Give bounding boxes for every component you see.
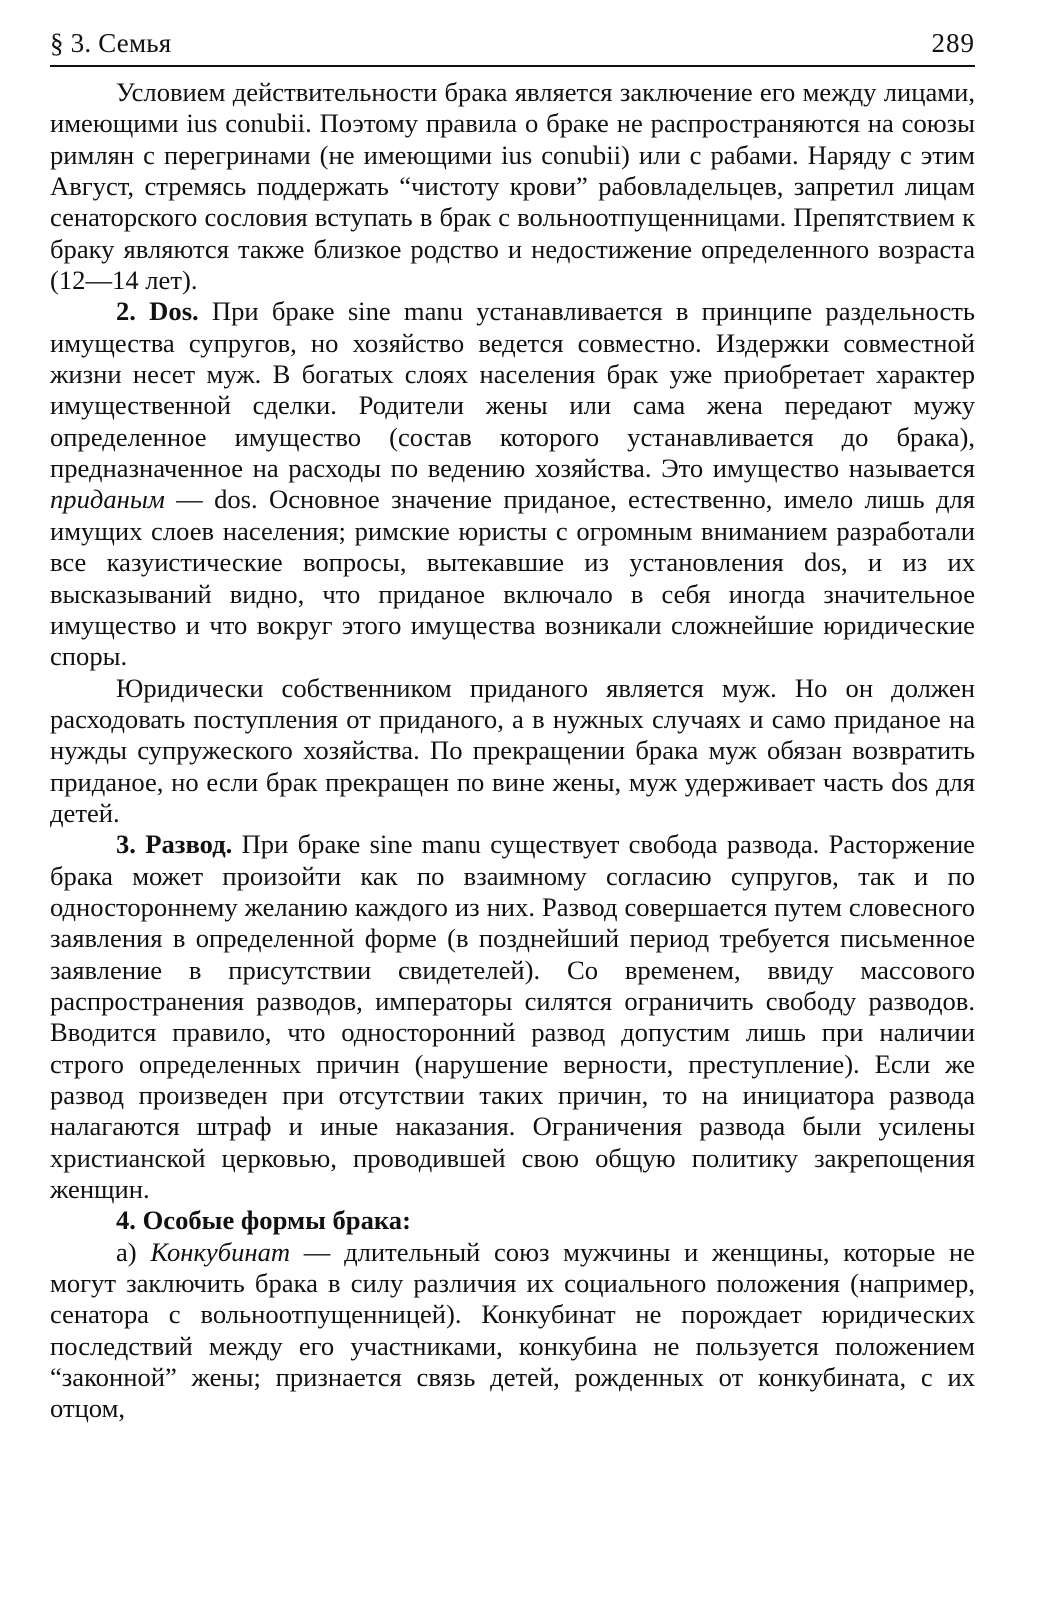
- italic-term: Конкубинат: [150, 1236, 291, 1267]
- paragraph-text: При браке sine manu устанавливается в принципе раздельность имущества супругов, но хозяйство ведется совместно. Издержки совместной жизни несет муж. В богатых слоях населения брак уже приобретает характер имущественной сделки. Родители жены или сама жена передают мужу определенное имущество (состав которого устанавливается до брака), предназначенное на расходы по ведению хозяйства. Это имущество называется: [50, 296, 975, 484]
- page-number: 289: [931, 28, 975, 58]
- subheading-dos: 2. Dos.: [116, 296, 199, 327]
- paragraph-text: Юридически собственником приданого является муж. Но он должен расходовать поступления от приданого, а в нужных случаях и само приданое на нужды супружеского хозяйства. По прекращении брака муж обязан возвратить приданое, но если брак прекращен по вине жены, муж удерживает часть dos для детей.: [50, 672, 975, 828]
- paragraph-dowry-ownership: [50, 673, 975, 830]
- body-text: [50, 77, 975, 1425]
- paragraph-text: При браке sine manu существует свобода развода. Расторжение брака может произойти как по взаимному согласию супругов, так и по одностороннему желанию каждого из них. Развод совершается путем словесного заявления в определенной форме (в позднейший период требуется письменное заявление в присутствии свидетелей). Со временем, ввиду массового распространения разводов, императоры силятся ограничить свободу разводов. Вводится правило, что односторонний развод допустим лишь при наличии строго определенных причин (нарушение верности, преступление). Если же развод произведен при отсутствии таких причин, то на инициатора развода налагаются штраф и иные наказания. Ограничения развода были усилены христианской церковью, проводившей свою общую политику закрепощения женщин.: [50, 829, 975, 1205]
- paragraph-concubinage: [50, 1237, 975, 1425]
- paragraph-text: Условием действительности брака является заключение его между лицами, имеющими ius conubii. Поэтому правила о браке не распространяются на союзы римлян с перегринами (не имеющими ius conubii) или с рабами. Наряду с этим Август, стремясь поддержать “чистоту крови” рабовладельцев, запретил лицам сенаторского сословия вступать в брак с вольноотпущенницами. Препятствием к браку являются также близкое родство и недостижение определенного возраста (12—14 лет).: [50, 77, 975, 296]
- book-page: [50, 26, 975, 1425]
- section-title: § 3. Семья: [50, 28, 172, 58]
- subheading-divorce: 3. Развод.: [116, 829, 233, 860]
- running-header: [50, 26, 975, 67]
- paragraph-dos: [50, 296, 975, 672]
- subheading-special-forms: 4. Особые формы брака:: [116, 1205, 411, 1236]
- list-marker: а): [116, 1236, 151, 1267]
- paragraph-special-forms: [50, 1205, 975, 1236]
- paragraph-divorce: [50, 829, 975, 1205]
- italic-term: приданым: [50, 484, 165, 515]
- paragraph-marriage-validity: [50, 77, 975, 296]
- paragraph-text: — длительный союз мужчины и женщины, которые не могут заключить брака в силу различия их социального положения (например, сенатора с вольноотпущенницей). Конкубинат не порождает юридических последствий между его участниками, конкубина не пользуется положением “законной” жены; признается связь детей, рожденных от конкубината, с их отцом,: [50, 1236, 975, 1424]
- paragraph-text: — dos. Основное значение приданое, естественно, имело лишь для имущих слоев населения; римские юристы с огромным вниманием разработали все казуистические вопросы, вытекавшие из установления dos, и из их высказываний видно, что приданое включало в себя иногда значительное имущество и что вокруг этого имущества возникали сложнейшие юридические споры.: [50, 484, 975, 672]
